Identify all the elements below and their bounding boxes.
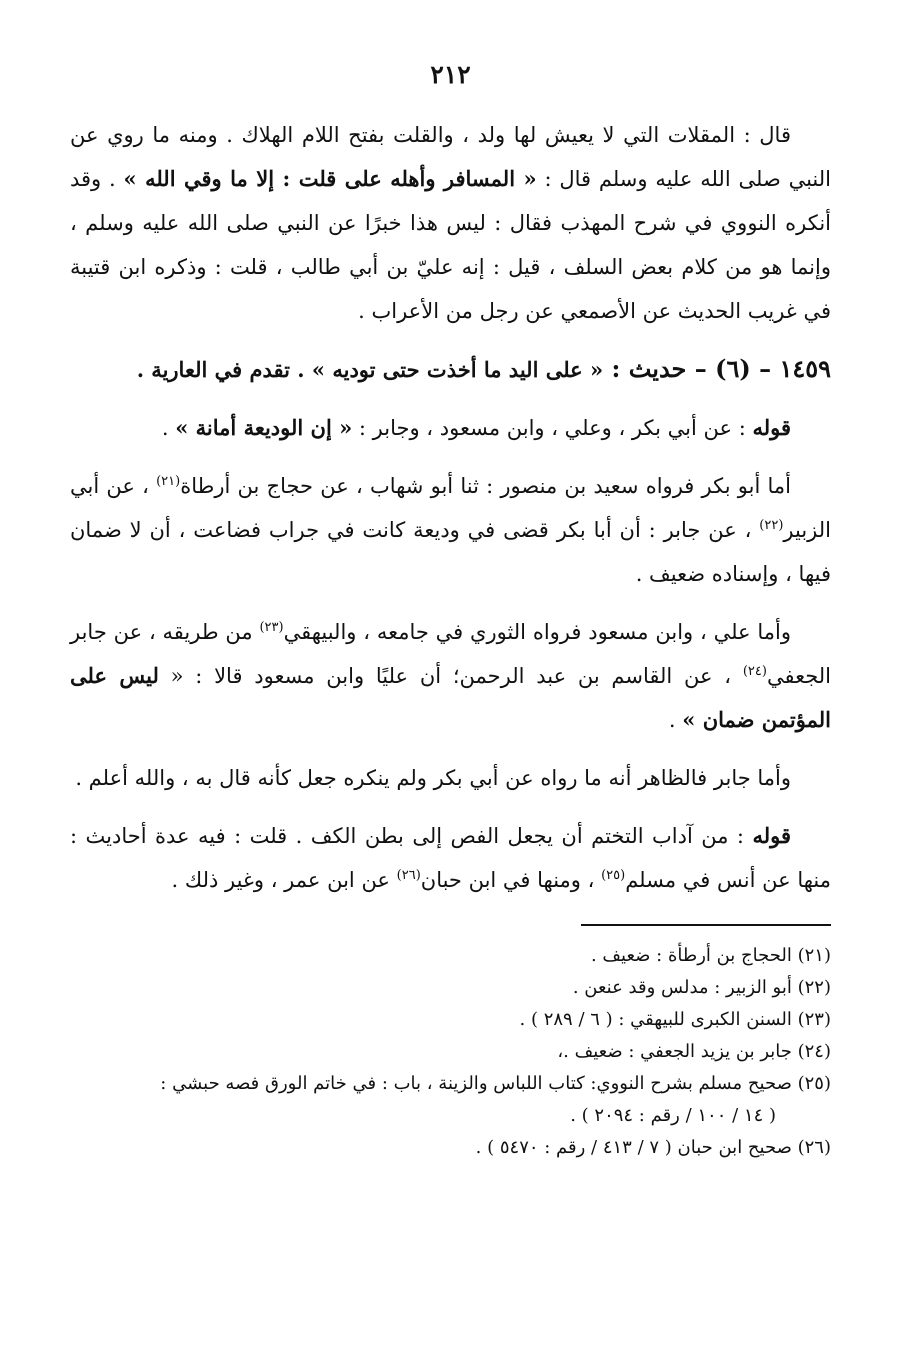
paragraph-wadia: [70, 406, 831, 450]
footnote-23: (٢٣) السنن الكبرى للبيهقي : ( ٦ / ٢٨٩ ) .: [519, 1009, 831, 1030]
footnote-ref[interactable]: (٢٢): [759, 518, 784, 533]
paragraph-end: .: [668, 708, 683, 732]
book-page: [70, 60, 831, 1164]
footnote-24: (٢٤) جابر بن يزيد الجعفي : ضعيف .،: [557, 1041, 831, 1062]
paragraph-text: ، عن أبي الزبير: [70, 474, 831, 542]
footnote-ref[interactable]: (٢٣): [259, 620, 284, 635]
paragraph-text: ، عن القاسم بن عبد الرحمن؛ أن عليًا وابن مسعود قالا : «: [158, 664, 743, 688]
footnote-25-continuation: ( ١٤ / ١٠٠ / رقم : ٢٠٩٤ ) .: [570, 1105, 776, 1126]
footnote-ref[interactable]: (٢٥): [601, 868, 626, 883]
page-number: ٢١٢: [430, 60, 471, 89]
paragraph-jabir: [70, 756, 831, 800]
footnotes-section: [70, 940, 831, 1164]
paragraph-text: وأما علي ، وابن مسعود فرواه الثوري في جامعه ، والبيهقي: [283, 620, 791, 644]
paragraph-text: . وقد أنكره النووي في شرح المهذب فقال : ليس هذا خبرًا عن النبي صلى الله عليه وسلم ، وإنما هو من كلام بعض السلف ، قيل : إنه عليّ بن أبي طالب ، قلت : وذكره ابن قتيبة في غريب الحديث عن الأصمعي عن رجل من الأعراب .: [70, 167, 831, 323]
paragraph-text: . تقدم في العارية .: [136, 357, 312, 382]
qawluhu-label: قوله: [752, 823, 791, 848]
paragraph-text: أما أبو بكر فرواه سعيد بن منصور : ثنا أبو شهاب ، عن حجاج بن أرطاة: [180, 474, 791, 498]
paragraph-text: من طريقه ، عن جابر الجعفي: [70, 620, 831, 688]
hadith-quote: « إن الوديعة أمانة »: [175, 415, 353, 440]
paragraph-text: ، ومنها في ابن حبان: [420, 868, 602, 892]
paragraph-text: وأما جابر فالظاهر أنه ما رواه عن أبي بكر ولم ينكره جعل كأنه قال به ، والله أعلم .: [75, 766, 791, 790]
paragraph-end: .: [161, 416, 176, 440]
paragraph-text: ، عن جابر : أن أبا بكر قضى في وديعة كانت في جراب فضاعت ، أن لا ضمان فيها ، وإسناده ضعيف .: [70, 518, 831, 586]
paragraph-hadith-1459: [70, 347, 831, 392]
footnote-26: (٢٦) صحيح ابن حبان ( ٧ / ٤١٣ / رقم : ٥٤٧٠ ) .: [475, 1137, 831, 1158]
footnote-ref[interactable]: (٢٤): [742, 664, 767, 679]
qawluhu-label: قوله: [752, 415, 791, 440]
hadith-quote: « المسافر وأهله على قلت : إلا ما وقي الله »: [123, 166, 537, 191]
footnote-divider: [581, 924, 831, 926]
footnote-ref[interactable]: (٢١): [156, 474, 181, 489]
paragraph-text: عن ابن عمر ، وغير ذلك .: [171, 868, 397, 892]
footnote-22: (٢٢) أبو الزبير : مدلس وقد عنعن .: [572, 977, 831, 998]
paragraph-abu-bakr: [70, 464, 831, 596]
paragraph-muqlat: [70, 113, 831, 333]
hadith-quote: ليس على المؤتمن ضمان »: [70, 663, 831, 732]
footnote-21: (٢١) الحجاج بن أرطأة : ضعيف .: [590, 945, 831, 966]
paragraph-ali-ibn-masud: [70, 610, 831, 742]
paragraph-text: : عن أبي بكر ، وعلي ، وابن مسعود ، وجابر :: [352, 416, 753, 440]
hadith-number: ١٤٥٩ – (٦) – حديث :: [603, 354, 831, 383]
paragraph-text: : من آداب التختم أن يجعل الفص إلى بطن الكف . قلت : فيه عدة أحاديث : منها عن أنس في مسلم: [70, 824, 831, 892]
paragraph-text: قال : المقلات التي لا يعيش لها ولد ، والقلت بفتح اللام الهلاك . ومنه ما روي عن النبي صلى الله عليه وسلم قال :: [70, 123, 831, 191]
footnote-25: (٢٥) صحيح مسلم بشرح النووي: كتاب اللباس والزينة ، باب : في خاتم الورق فصه حبشي :: [160, 1073, 831, 1094]
footnote-ref[interactable]: (٢٦): [396, 868, 421, 883]
paragraph-takhattum: [70, 814, 831, 902]
hadith-quote: « على اليد ما أخذت حتى توديه »: [311, 357, 604, 382]
